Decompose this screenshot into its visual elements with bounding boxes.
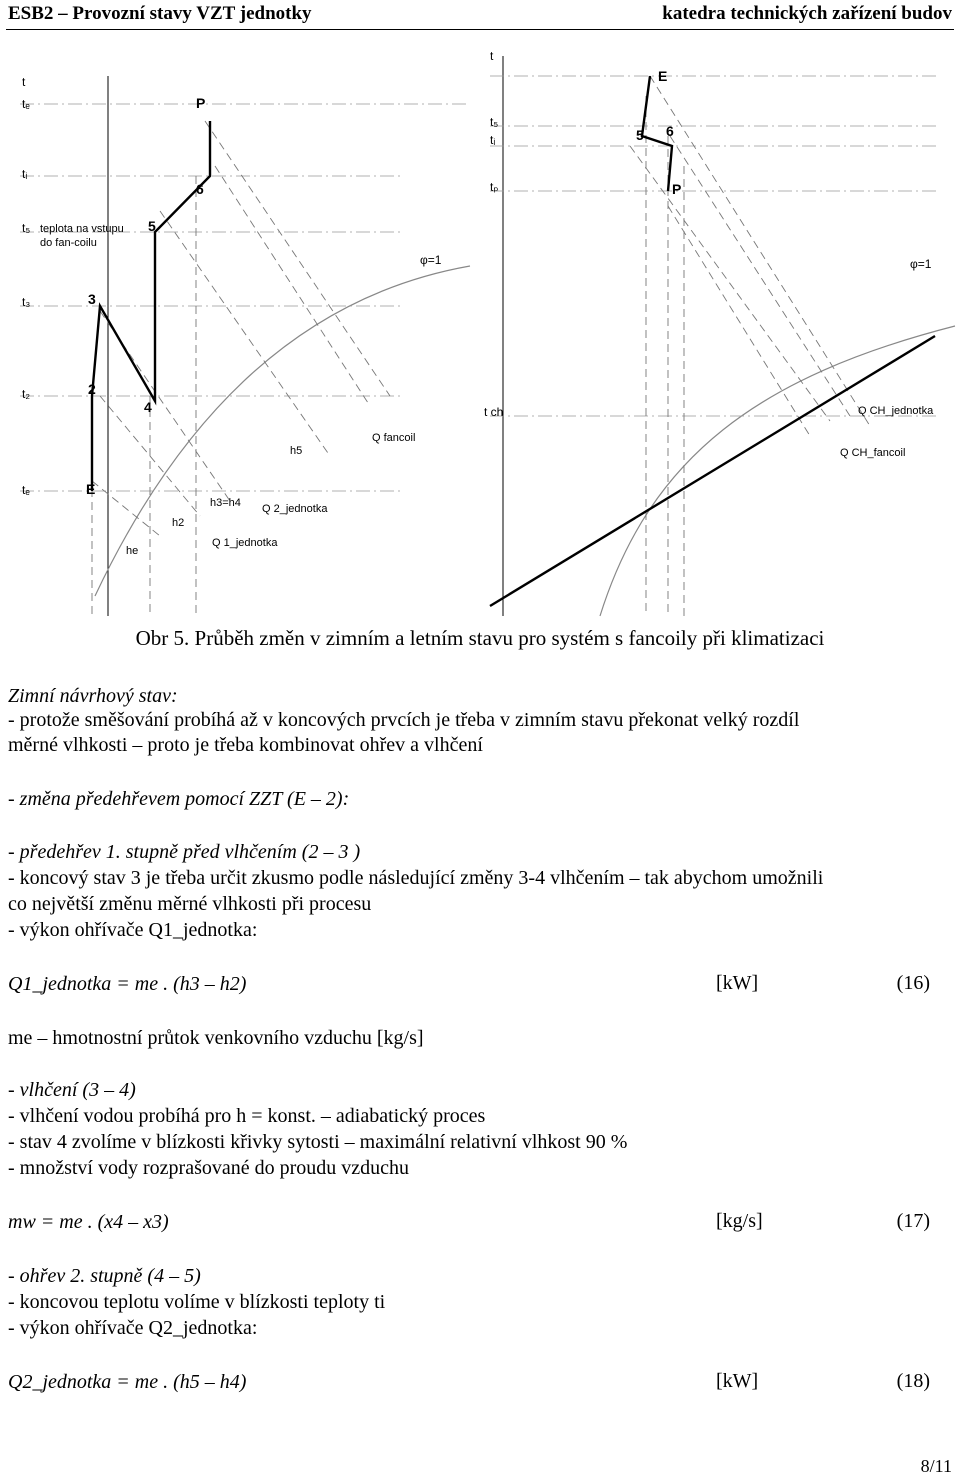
p4-line3: - výkon ohřívače Q1_jednotka: — [8, 919, 258, 941]
h2-left: h2 — [172, 517, 185, 529]
axis-label-t2: t₂ — [22, 387, 30, 401]
me-definition: me – hmotnostní průtok venkovního vzduchu [kg/s] — [8, 1027, 424, 1049]
summer-axis-tp: tₚ — [490, 180, 499, 194]
qch-jednotka: Q CH_jednotka — [858, 405, 934, 417]
phi-label-left: φ=1 — [420, 253, 442, 267]
header-right: katedra technických zařízení budov — [662, 3, 952, 24]
axis-label-t: t — [22, 75, 26, 89]
point-3: 3 — [88, 291, 96, 307]
h3-h4: h3=h4 — [210, 497, 241, 509]
page-number: 8/11 — [920, 1456, 952, 1476]
hx-diagram — [0, 36, 960, 621]
phi-label-right: φ=1 — [910, 257, 932, 271]
p1-line2: měrné vlhkosti – proto je třeba kombinovat ohřev a vlhčení — [8, 734, 483, 756]
header-rule — [6, 29, 954, 30]
equation-16-unit: [kW] — [716, 972, 759, 994]
p6: - vlhčení vodou probíhá pro h = konst. – adiabatický proces — [8, 1105, 486, 1127]
p4-line1: - koncový stav 3 je třeba určit zkusmo podle následující změny 3-4 vlhčením – tak abychom umožnili — [8, 867, 824, 889]
summer-point-5: 5 — [636, 127, 644, 143]
p2: - změna předehřevem pomocí ZZT (E – 2): — [8, 788, 350, 810]
summer-point-6: 6 — [666, 123, 674, 139]
point-6: 6 — [196, 181, 204, 197]
p7: - stav 4 zvolíme v blízkosti křivky sytosti – maximální relativní vlhkost 90 % — [8, 1131, 628, 1153]
summer-axis-t5: t₅ — [490, 115, 499, 129]
axis-label-t3: t₃ — [22, 295, 31, 309]
summer-point-P: P — [672, 181, 682, 197]
he-left: he — [126, 545, 139, 557]
p5: - vlhčení (3 – 4) — [8, 1079, 136, 1101]
p9: - ohřev 2. stupně (4 – 5) — [8, 1265, 201, 1287]
equation-18-number: (18) — [896, 1370, 930, 1392]
equation-18-unit: [kW] — [716, 1370, 759, 1392]
summer-axis-ti: tᵢ — [490, 133, 496, 147]
qch-fancoil: Q CH_fancoil — [840, 447, 906, 459]
axis-label-te: tₑ — [22, 483, 30, 497]
p1-line1: - protože směšování probíhá až v koncových prvcích je třeba v zimním stavu překonat velký rozdíl — [8, 709, 800, 731]
equation-16: Q1_jednotka = me . (h3 – h2) — [8, 973, 247, 995]
summer-point-E: E — [658, 68, 668, 84]
equation-17: mw = me . (x4 – x3) — [8, 1211, 169, 1233]
figure-caption: Obr 5. Průběh změn v zimním a letním stavu pro systém s fancoily při klimatizaci — [135, 626, 825, 650]
point-2: 2 — [88, 381, 96, 397]
point-5: 5 — [148, 218, 156, 234]
point-P: P — [196, 95, 206, 111]
note-line1: teplota na vstupu — [40, 223, 124, 235]
h5-left: h5 — [290, 445, 303, 457]
summer-axis-tch: t ch — [484, 405, 504, 419]
equation-17-unit: [kg/s] — [716, 1210, 763, 1232]
summer-axis-t: t — [490, 49, 494, 63]
winter-heading: Zimní návrhový stav: — [8, 685, 178, 707]
p10: - koncovou teplotu volíme v blízkosti teploty ti — [8, 1291, 386, 1313]
axis-label-te-top: tₑ — [22, 97, 30, 111]
page-header — [0, 0, 960, 30]
p4-line2: co největší změnu měrné vlhkosti při procesu — [8, 893, 372, 915]
equation-16-number: (16) — [896, 972, 930, 994]
q2-jednotka: Q 2_jednotka — [262, 503, 328, 515]
axis-label-ti: tᵢ — [22, 167, 28, 181]
point-4: 4 — [144, 399, 152, 415]
axis-label-t5: t₅ — [22, 221, 31, 235]
q1-jednotka: Q 1_jednotka — [212, 537, 278, 549]
equation-18: Q2_jednotka = me . (h5 – h4) — [8, 1371, 247, 1393]
p3: - předehřev 1. stupně před vlhčením (2 – 3 ) — [8, 841, 361, 863]
p8: - množství vody rozprašované do proudu vzduchu — [8, 1157, 410, 1179]
point-E: E — [86, 481, 96, 497]
header-left: ESB2 – Provozní stavy VZT jednotky — [8, 3, 312, 24]
note-line2: do fan-coilu — [40, 237, 97, 249]
equation-17-number: (17) — [896, 1210, 930, 1232]
p11: - výkon ohřívače Q2_jednotka: — [8, 1317, 258, 1339]
q-fancoil: Q fancoil — [372, 432, 416, 444]
